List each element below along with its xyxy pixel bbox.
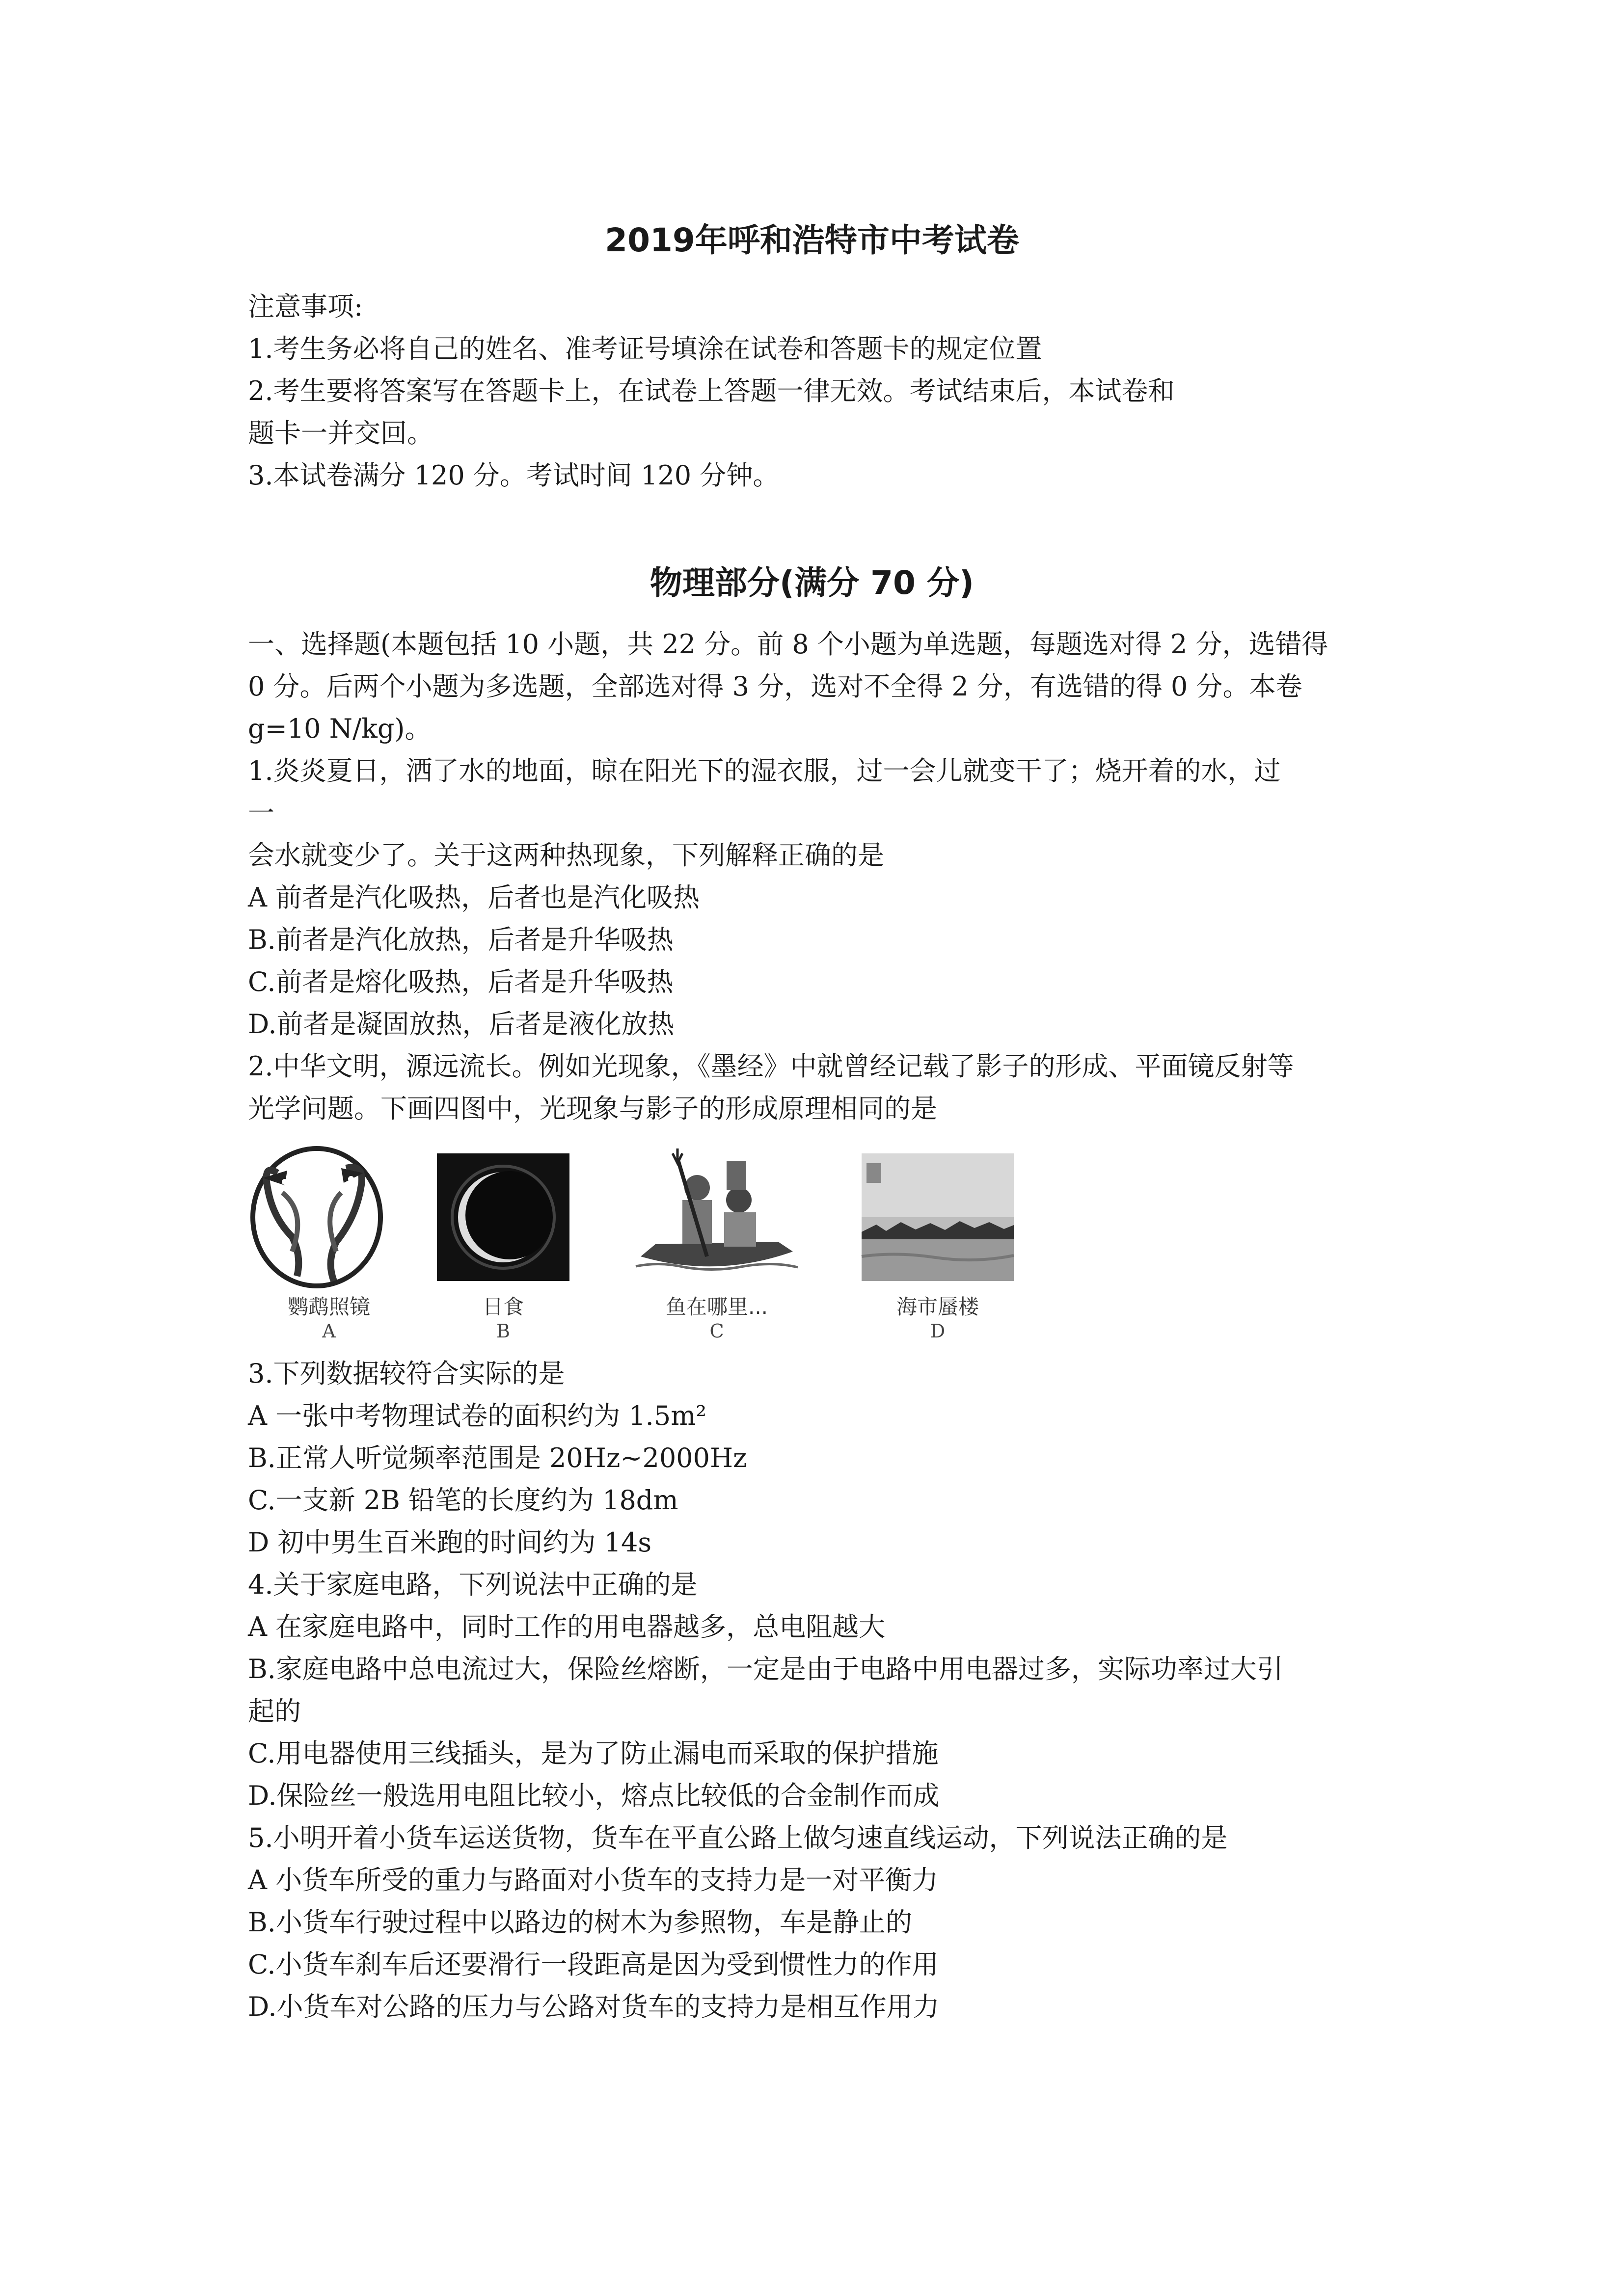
q4-option-b: B.家庭电路中总电流过大，保险丝熔断，一定是由于电路中用电器过多，实际功率过大引 — [248, 1654, 1283, 1684]
page-title: 2019年呼和浩特市中考试卷 — [605, 221, 1019, 259]
q4-option-d: D.保险丝一般选用电阻比较小，熔点比较低的合金制作而成 — [248, 1780, 940, 1811]
figure-d-letter: D — [930, 1320, 946, 1342]
q2-stem: 2.中华文明，源远流长。例如光现象，《墨经》中就曾经记载了影子的形成、平面镜反射等 — [248, 1051, 1294, 1082]
q5-option-a: A 小货车所受的重力与路面对小货车的支持力是一对平衡力 — [248, 1865, 939, 1896]
q1-option-d: D.前者是凝固放热，后者是液化放热 — [248, 1009, 675, 1040]
q4-option-c: C.用电器使用三线插头，是为了防止漏电而采取的保护措施 — [248, 1738, 939, 1769]
section-intro-line-3: g=10 N/kg)。 — [248, 713, 432, 744]
q2-figure-row — [248, 1144, 1024, 1350]
q5-option-d: D.小货车对公路的压力与公路对货车的支持力是相互作用力 — [248, 1991, 940, 2022]
q4-stem: 4.关于家庭电路，下列说法中正确的是 — [248, 1569, 698, 1600]
q1-stem-cont: 一 — [248, 798, 274, 828]
q1-option-b: B.前者是汽化放热，后者是升华吸热 — [248, 924, 674, 955]
q3-option-b: B.正常人听觉频率范围是 20Hz~2000Hz — [248, 1442, 747, 1473]
q3-option-c: C.一支新 2B 铅笔的长度约为 18dm — [248, 1485, 678, 1516]
solar-eclipse-image — [432, 1144, 574, 1291]
q4-option-b-cont: 起的 — [248, 1696, 301, 1727]
notice-item-2: 2.考生要将答案写在答题卡上，在试卷上答题一律无效。考试结束后，本试卷和 — [248, 375, 1175, 406]
q1-option-a: A 前者是汽化吸热，后者也是汽化吸热 — [248, 882, 700, 913]
q5-option-b: B.小货车行驶过程中以路边的树木为参照物，车是静止的 — [248, 1907, 912, 1938]
mirage-image — [857, 1144, 1019, 1291]
notice-heading: 注意事项: — [248, 291, 363, 322]
q1-stem-cont-2: 会水就变少了。关于这两种热现象，下列解释正确的是 — [248, 840, 884, 871]
fisherman-boat-image — [631, 1144, 803, 1291]
q1-option-c: C.前者是熔化吸热，后者是升华吸热 — [248, 966, 674, 997]
figure-solar-eclipse — [432, 1144, 574, 1350]
q3-option-a: A 一张中考物理试卷的面积约为 1.5m² — [248, 1400, 707, 1431]
figure-d-caption: 海市蜃楼 — [896, 1295, 979, 1319]
figure-b-letter: B — [496, 1320, 510, 1342]
figure-where-is-fish — [631, 1144, 803, 1350]
figure-b-caption: 日食 — [482, 1295, 524, 1319]
q3-option-d: D 初中男生百米跑的时间约为 14s — [248, 1527, 652, 1558]
q5-option-c: C.小货车刹车后还要滑行一段距高是因为受到惯性力的作用 — [248, 1949, 939, 1980]
q3-stem: 3.下列数据较符合实际的是 — [248, 1358, 565, 1389]
q1-stem: 1.炎炎夏日，洒了水的地面，晾在阳光下的湿衣服，过一会儿就变干了；烧开着的水，过 — [248, 755, 1281, 786]
figure-a-caption: 鹦鹉照镜 — [287, 1295, 370, 1319]
figure-c-letter: C — [709, 1320, 724, 1342]
notice-item-1: 1.考生务必将自己的姓名、准考证号填涂在试卷和答题卡的规定位置 — [248, 333, 1042, 364]
q2-stem-cont: 光学问题。下画四图中，光现象与影子的形成原理相同的是 — [248, 1093, 937, 1124]
figure-a-letter: A — [322, 1320, 336, 1342]
figure-c-caption: 鱼在哪里... — [665, 1295, 768, 1319]
figure-parrot-mirror — [248, 1144, 410, 1350]
section-intro-line-2: 0 分。后两个小题为多选题，全部选对得 3 分，选对不全得 2 分，有选错的得 0 分。本卷 — [248, 671, 1302, 702]
q5-stem: 5.小明开着小货车运送货物，货车在平直公路上做匀速直线运动，下列说法正确的是 — [248, 1822, 1228, 1853]
section-title: 物理部分(满分 70 分) — [650, 564, 974, 602]
parrot-mirror-image — [248, 1144, 410, 1291]
notice-item-3: 3.本试卷满分 120 分。考试时间 120 分钟。 — [248, 460, 780, 491]
figure-mirage — [857, 1144, 1019, 1350]
section-intro-line-1: 一、选择题(本题包括 10 小题，共 22 分。前 8 个小题为单选题，每题选对得 2 分，选错得 — [248, 629, 1328, 660]
q4-option-a: A 在家庭电路中，同时工作的用电器越多，总电阻越大 — [248, 1611, 886, 1642]
notice-item-2-cont: 题卡一并交回。 — [248, 418, 433, 449]
